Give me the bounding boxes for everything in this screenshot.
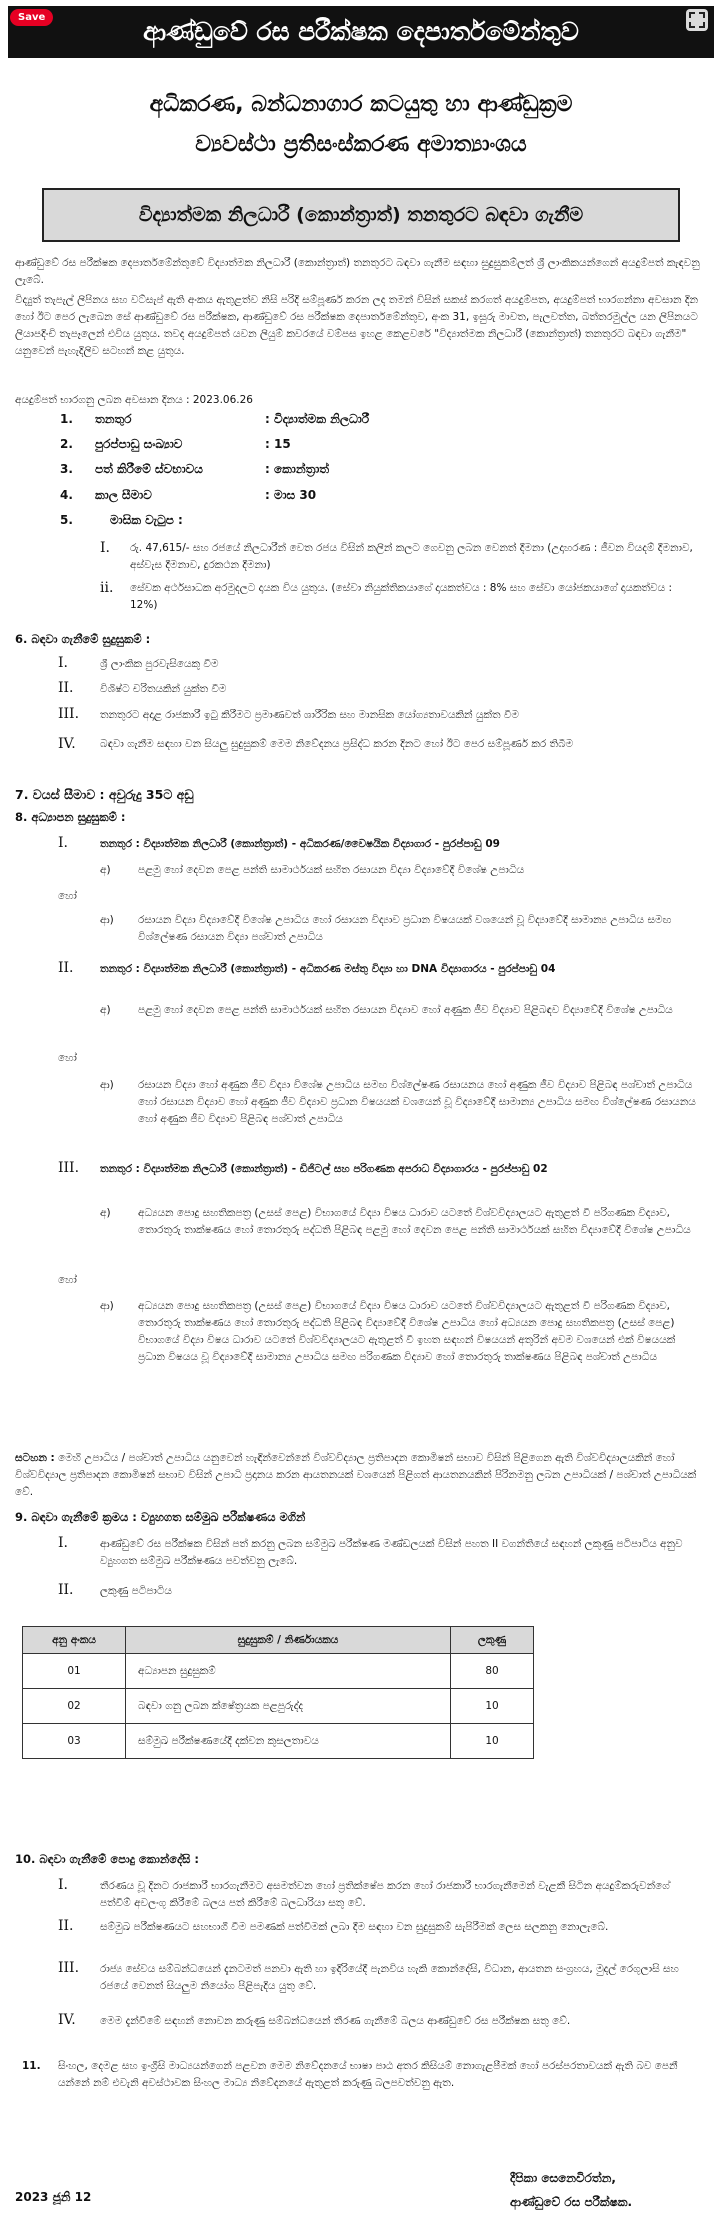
roman-numeral: I. [58,835,68,851]
salary-item: සේවක අර්ථසාධක අරමුදලට දායක විය යුතුය. (සේවා නියුක්තිකයාගේ දායකත්වය : 8% සහ සේවා යෝජකයාගේ දායකත්වය : 12%) [130,582,672,611]
detail-label: කාල සීමාව [95,488,152,502]
ministry-line-2: ව්‍යවස්ථා ප්‍රතිසංස්කරණ අමාත්‍යාංශය [195,132,527,157]
edu-post: තනතුර : විද්‍යාත්මක නිලධාරී (කොන්ත්‍රාත්) - අධිකරණ/වෛෂයික විද්‍යාගාර - පුරප්පාඩු 09 [100,838,500,850]
detail-label: පත් කිරීමේ ස්වභාවය [95,462,203,476]
roman-numeral: I. [58,655,68,671]
condition-item: මෙම දැන්වීමේ සඳහන් නොවන කරුණු සම්බන්ධයෙන් තීරණ ගැනීමේ බලය ආණ්ඩුවේ රස පරීක්ෂක සතු වේ. [100,2015,571,2027]
table-cell: 01 [23,1654,126,1689]
edu-option: රසායන විද්‍යා විද්‍යාවේදී විශේෂ උපාධිය හෝ රසායන විද්‍යාව ප්‍රධාන විෂයයක් වශයෙන් වූ විද්‍යාවේදී සාමාන්‍ය උපාධිය සමඟ විශ්ලේෂණ රසායන විද්‍යා පශ්චාත් උපාධිය [138,914,672,943]
table-cell: 02 [23,1689,126,1724]
note-text: මෙහි උපාධිය / පශ්චාත් උපාධිය යනුවෙන් හැඳින්වෙන්නේ විශ්වවිද්‍යාල ප්‍රතිපාදන කොමිෂන් සභාව විසින් පිළිගෙන ඇති විශ්වවිද්‍යාලයකින් හෝ විශ්වවිද්‍යාල ප්‍රතිපාදන කොමිෂන් සභාව විසින් උපාධි ප්‍රදානය කරන ආයතනයක් වශයෙන් පිළිගත් ආයතනයකින් පිරිනමනු ලබන උපාධියක් / පශ්චාත් උපාධියක් වේ. [15,1452,697,1498]
table-row [23,1654,534,1689]
detail-number: 2. [60,437,73,451]
signatory-name: දීපිකා සෙනෙවිරත්න, [510,2171,616,2185]
edu-option: රසායන විද්‍යා හෝ අණුක ජීව විද්‍යා විශේෂ උපාධිය සමඟ විශ්ලේෂණ රසායනය හෝ අණුක ජීව විද්‍යාව පිළිබඳ පශ්චාත් උපාධිය හෝ රසායන විද්‍යාව හෝ අණුක ජීව විද්‍යාව ප්‍රධාන විෂයයක් වශයෙන් වූ විද්‍යාවේදී සාමාන්‍ය උපාධිය සමඟ විශ්ලේෂණ රසායනය හෝ අණුක ජීව විද්‍යාව පිළිබඳ පශ්චාත් උපාධිය [138,1079,696,1125]
requirement-item: විශිෂ්ට චරිතයකින් යුක්ත වීම [100,683,227,695]
table-cell: බඳවා ගනු ලබන ක්ෂේත්‍රයක පළපුරුද්ද [126,1689,451,1724]
option-marker: අ) [100,1004,111,1016]
salary-roman: I. [100,540,110,556]
table-row [23,1724,534,1759]
section-10-heading: 10. බඳවා ගැනීමේ පොදු කොන්දේසි : [15,1852,199,1866]
table-cell: 10 [451,1689,534,1724]
apply-instructions: විද්‍යුත් තැපැල් ලිපිනය සහ වට්සැප් ඇති අංකය ඇතුළත්ව නිසි පරිදි සම්පූර්ණ කරන ලද තමන් විසින් සකස් කරගත් අයදුම්පත, අයදුම්පත් භාරගන්නා අවසාන දින හෝ ඊට පෙර ලැබෙන සේ ආණ්ඩුවේ රස පරීක්ෂක, ආණ්ඩුවේ රස පරීක්ෂක දෙපාර්තමේන්තුව, අංක 31, ඉසුරු මාවත, පැලවත්ත, බත්තරමුල්ල යන ලිපිනයට ලියාපදිංචි තැපෑලෙන් එවිය යුතුය. තවද අයදුම්පත් යවන ලියුම් කවරයේ වම්පස ඉහළ කෙළවරේ "විද්‍යාත්මක නිලධාරී (කොන්ත්‍රාත්) තනතුරට බඳවා ගැනීම" යනුවෙන් පැහැදිලිව සටහන් කළ යුතුය. [15,294,699,357]
condition-item: රාජ්‍ය සේවය සම්බන්ධයෙන් දැනටමත් පනවා ඇති හා ඉදිරියේදී පැනවිය හැකි කොන්දේසි, විධාන, ආයතන සංග්‍රහය, මුදල් රෙගුලාසි සහ රජයේ වෙනත් සියලුම නියෝග පිළිපැදිය යුතු වේ. [100,1963,679,1992]
roman-numeral: II. [58,680,74,696]
post-title: විද්‍යාත්මක නිලධාරී (කොන්ත්‍රාත්) තනතුරට බඳවා ගැනීම [42,188,680,242]
publish-date: 2023 ජූනි 12 [15,2190,92,2204]
condition-item: තීරණය වූ දිනට රාජකාරී භාරගැනීමට අසමත්වන හෝ ප්‍රතික්ෂේප කරන හෝ රාජකාරී භාරගැනීමෙන් වැළකී සිටින අයදුම්කරුවන්ගේ පත්වීම් අවලංගු කිරීමේ බලය පත් කිරීමේ බලධාරියා සතු වේ. [100,1880,670,1909]
expand-icon[interactable] [686,9,708,31]
condition-item: සම්මුඛ පරීක්ෂණයට සහභාගී වීම පමණක් පත්වීමක් ලබා දීම සඳහා වන සුදුසුකම් සැපිරීමක් ලෙස සලකනු නොලැබේ. [100,1921,609,1933]
table-cell: 10 [451,1724,534,1759]
detail-number: 1. [60,412,73,426]
table-header: ලකුණු [451,1627,534,1654]
deadline-label: අයදුම්පත් භාරගනු ලබන අවසාන දිනය [15,394,183,406]
edu-post: තනතුර : විද්‍යාත්මක නිලධාරී (කොන්ත්‍රාත්) - අධිකරණ මස්තු විද්‍යා හා DNA විද්‍යාගාරය - පුරප්පාඩු 04 [100,963,556,975]
detail-number: 3. [60,462,73,476]
detail-label: තනතුර [95,412,132,426]
note-label: සටහන : [15,1452,55,1464]
note [15,1450,705,1501]
detail-value: : මාස 30 [265,488,317,502]
deadline: අයදුම්පත් භාරගනු ලබන අවසාන දිනය : 2023.06.26 [15,394,253,406]
requirement-item: තනතුරට අදාළ රාජකාරී ඉටු කිරීමට ප්‍රමාණවත් ශාරීරික සහ මානසික යෝග්‍යතාවයකින් යුක්ත වීම [100,709,519,721]
edu-option: අධ්‍යයන පොදු සහතිකපත්‍ර (උසස් පෙළ) විභාගයේ විද්‍යා විෂය ධාරාව යටතේ විශ්වවිද්‍යාලයට ඇතුළත් වී පරිගණක විද්‍යාව, තොරතුරු තාක්ෂණය හෝ තොරතුරු පද්ධති පිළිබඳ පළමු හෝ දෙවන පෙළ පන්ති සාමාර්ථයක් සහිත විද්‍යාවේදී විශේෂ උපාධිය [138,1207,691,1236]
roman-numeral: III. [58,1160,80,1176]
deadline-date: 2023.06.26 [192,394,253,406]
section-8-heading: 8. අධ්‍යාපන සුදුසුකම් : [15,810,126,824]
intro-paragraph: ආණ්ඩුවේ රස පරීක්ෂක දෙපාර්තමේන්තුවේ විද්‍යාත්මක නිලධාරී (කොන්ත්‍රාත්) තනතුරට බඳවා ගැනීම සඳහා සුදුසුකම්ලත් ශ්‍රී ලාංකිකයන්ගෙන් අයදුම්පත් කැඳවනු ලැබේ. [15,257,700,286]
section-7-heading: 7. වයස් සීමාව : අවුරුදු 35ට අඩු [15,787,194,802]
roman-numeral: I. [58,1877,68,1893]
edu-option: පළමු හෝ දෙවන පෙළ පන්ති සාමාර්ථයක් සහිත රසායන විද්‍යාව හෝ අණුක ජීව විද්‍යාව පිළිබඳව විද්‍යාවේදී විශේෂ උපාධිය [138,1004,673,1016]
salary-roman: ii. [100,580,114,596]
section-6-heading: 6. බඳවා ගැනීමේ සුදුසුකම් : [15,632,151,646]
edu-post: තනතුර : විද්‍යාත්මක නිලධාරී (කොන්ත්‍රාත්) - ඩිජිටල් සහ පරිගණක අපරාධ විද්‍යාගාරය - පුරප්පාඩු 02 [100,1163,548,1175]
detail-label: මාසික වැටුප : [110,513,183,527]
roman-numeral: III. [58,1960,80,1976]
table-cell: සම්මුඛ පරීක්ෂණයේදී දක්වන කුසලතාවය [126,1724,451,1759]
header-title: ආණ්ඩුවේ රස පරීක්ෂක දෙපාර්තමේන්තුව [8,6,714,58]
requirement-item: බඳවා ගැනීම සඳහා වන සියලු සුදුසුකම් මෙම නිවේදනය ප්‍රසිද්ධ කරන දිනට හෝ ඊට පෙර සම්පූර්ණ කර තිබීම [100,738,574,750]
edu-option: අධ්‍යයන පොදු සහතිකපත්‍ර (උසස් පෙළ) විභාගයේ විද්‍යා විෂය ධාරාව යටතේ විශ්වවිද්‍යාලයට ඇතුළත් වී පරිගණක විද්‍යාව, තොරතුරු තාක්ෂණය හෝ තොරතුරු පද්ධති පිළිබඳ විද්‍යාවේදී විශේෂ උපාධිය හෝ අධ්‍යයන පොදු සහතිකපත්‍ර (උසස් පෙළ) විභාගයේ විද්‍යා විෂය ධාරාව යටතේ විශ්වවිද්‍යාලයට ඇතුළත් වී ඉහත සඳහන් විෂයයන් අතුරින් අවම වශයෙන් එක් විෂයයක් ප්‍රධාන විෂයය වූ විද්‍යාවේදී සාමාන්‍ය උපාධිය සමඟ පරිගණක විද්‍යාව හෝ තොරතුරු තාක්ෂණය පිළිබඳ පශ්චාත් උපාධිය [138,1300,676,1363]
save-button[interactable]: Save [10,9,53,26]
detail-number: 4. [60,488,73,502]
method-item: ආණ්ඩුවේ රස පරීක්ෂක විසින් පත් කරනු ලබන සම්මුඛ පරීක්ෂණ මණ්ඩලයක් විසින් පහත II වගන්තියේ සඳහන් ලකුණු පටිපාටිය අනුව ව්‍යුහගත සම්මුඛ පරීක්ෂණය පවත්වනු ලැබේ. [100,1538,683,1567]
table-header-row [23,1627,534,1654]
section-11-number: 11. [22,2060,41,2072]
roman-numeral: II. [58,960,74,976]
table-row [23,1689,534,1724]
detail-value: : විද්‍යාත්මක නිලධාරී [265,412,370,426]
roman-numeral: II. [58,1582,74,1598]
signatory-title: ආණ්ඩුවේ රස පරීක්ෂක. [510,2195,633,2209]
table-cell: 80 [451,1654,534,1689]
detail-value: : කොන්ත්‍රාත් [265,462,330,476]
detail-value: : 15 [265,437,291,451]
method-item: ලකුණු පටිපාටිය [100,1585,172,1597]
edu-option: පළමු හෝ දෙවන පෙළ පන්ති සාමාර්ථයක් සහිත රසායන විද්‍යා විද්‍යාවේදී විශේෂ උපාධිය [138,864,525,876]
roman-numeral: IV. [58,2012,76,2028]
table-header: සුදුසුකම් / නිර්ණායකය [126,1627,451,1654]
option-marker: අ) [100,1207,111,1219]
ministry-name [0,85,722,165]
roman-numeral: I. [58,1535,68,1551]
roman-numeral: III. [58,706,80,722]
table-cell: 03 [23,1724,126,1759]
section-11-text: සිංහල, දෙමළ සහ ඉංග්‍රීසි මාධ්‍යයන්ගෙන් පළවන මෙම නිවේදනයේ භාෂා පාඨ අතර කිසියම් නොගැළපීමක් හෝ පරස්පරතාවයක් ඇති බව පෙනී යන්නේ නම් එවැනි අවස්ථාවක සිංහල මාධ්‍ය නිවේදනයේ ඇතුළත් කරුණු බලපවත්වනු ඇත. [58,2060,678,2089]
signature-block [510,2166,632,2214]
option-marker: ආ) [100,1079,114,1091]
section-9-heading: 9. බඳවා ගැනීමේ ක්‍රමය : ව්‍යුහගත සම්මුඛ පරීක්ෂණය මගින් [15,1510,306,1524]
or-label: හෝ [58,1052,77,1064]
detail-label: පුරප්පාඩු සංඛ්‍යාව [95,437,183,451]
or-label: හෝ [58,1274,77,1286]
table-cell: අධ්‍යාපන සුදුසුකම් [126,1654,451,1689]
ministry-line-1: අධිකරණ, බන්ධනාගාර කටයුතු හා ආණ්ඩුක්‍රම [149,92,573,117]
option-marker: ආ) [100,914,114,926]
marks-table [22,1626,534,1759]
salary-item: රු. 47,615/- සහ රජයේ නිලධාරීන් වෙත රජය විසින් කලින් කලට ගෙවනු ලබන වෙනත් දීමනා (උදාහරණ : ජීවන වියදම් දීමනාව, අස්වැස දීමනාව, දුරකථන දීමනා) [130,542,693,571]
requirement-item: ශ්‍රී ලාංකික පුරවැසියෙකු වීම [100,658,219,670]
option-marker: අ) [100,864,111,876]
roman-numeral: IV. [58,736,76,752]
detail-number: 5. [60,513,73,527]
option-marker: ආ) [100,1300,114,1312]
table-header: අනු අංකය [23,1627,126,1654]
or-label: හෝ [58,890,77,902]
roman-numeral: II. [58,1918,74,1934]
